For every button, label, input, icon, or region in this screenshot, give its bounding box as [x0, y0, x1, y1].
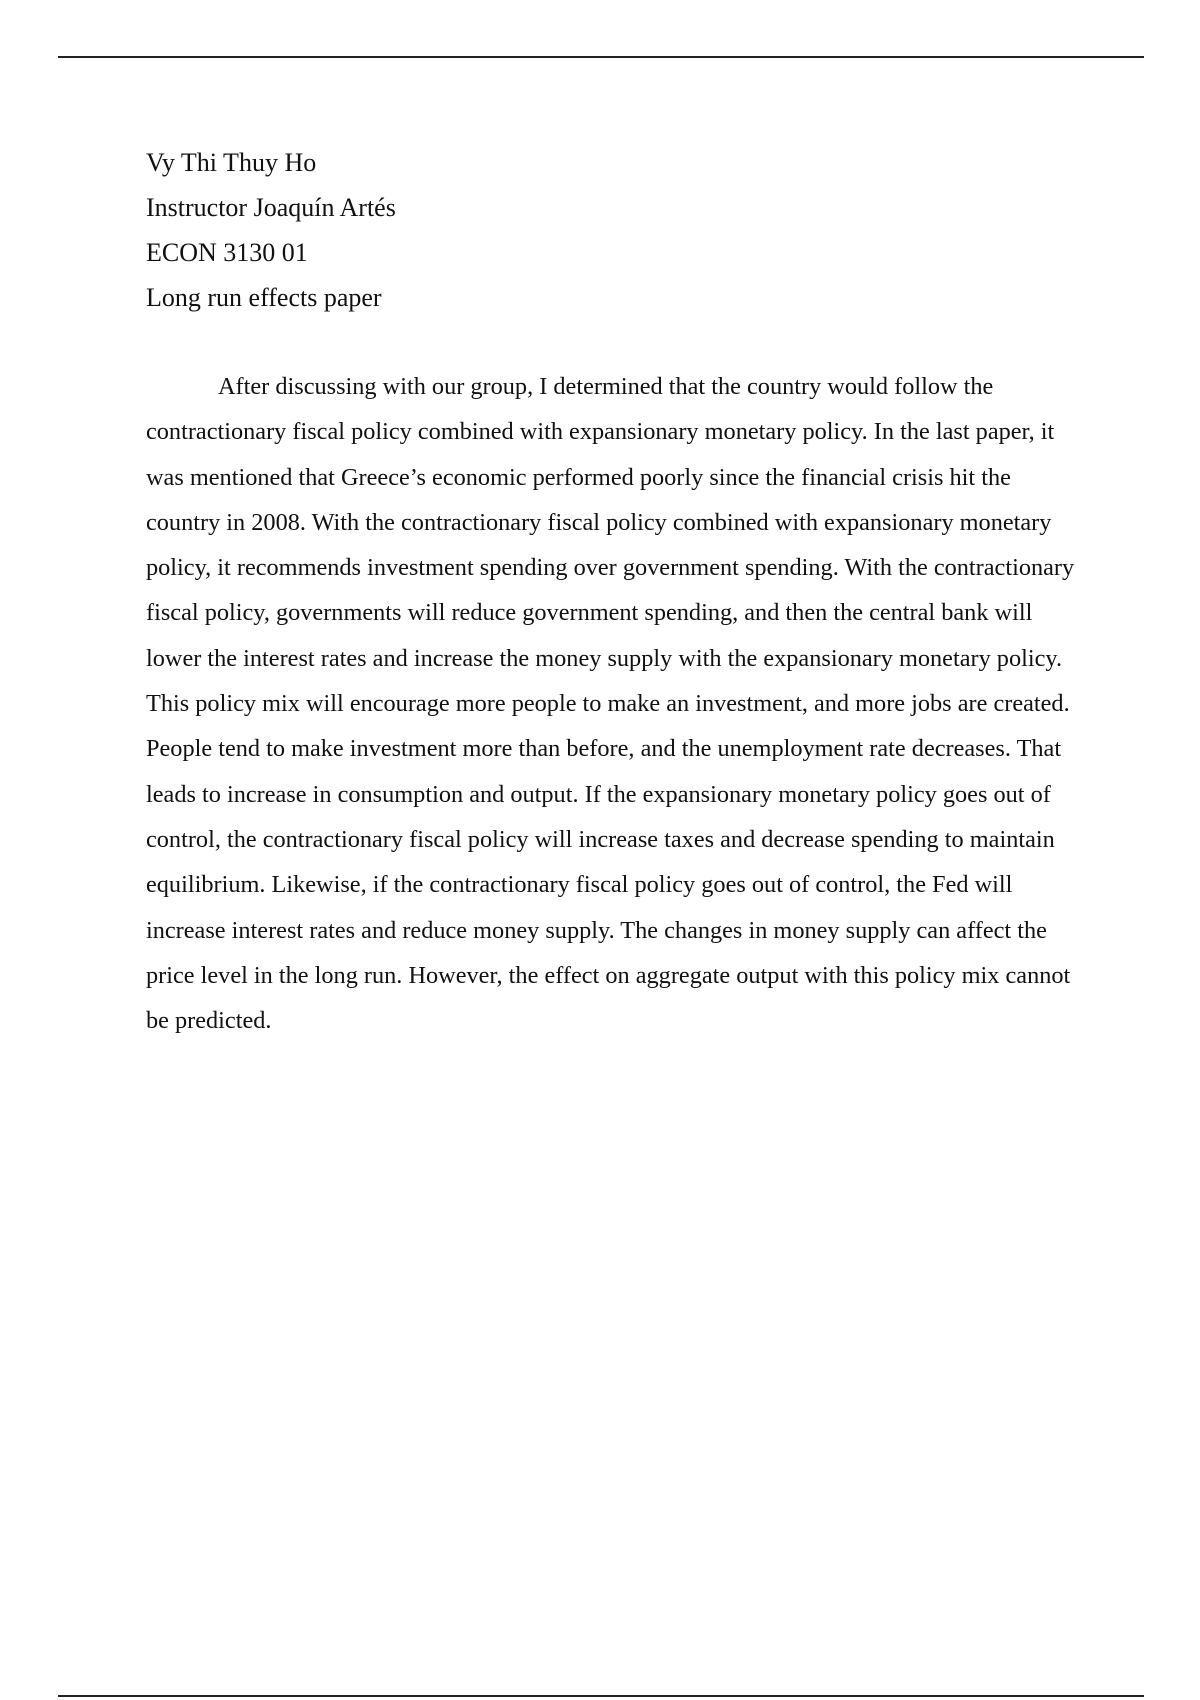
header-block — [146, 140, 1096, 320]
instructor-name: Instructor Joaquín Artés — [146, 193, 396, 222]
course-code: ECON 3130 01 — [146, 238, 308, 267]
bottom-rule — [58, 1695, 1144, 1697]
body-paragraph: After discussing with our group, I determined that the country would follow the contractionary fiscal policy combined with expansionary monetary policy. In the last paper, it was mentioned that Greece’s economic performed poorly since the financial crisis hit the country in 2008. With the contractionary fiscal policy combined with expansionary monetary policy, it recommends investment spending over government spending. With the contractionary fiscal policy, governments will reduce government spending, and then the central bank will lower the interest rates and increase the money supply with the expansionary monetary policy. This policy mix will encourage more people to make an investment, and more jobs are created. People tend to make investment more than before, and the unemployment rate decreases. That leads to increase in consumption and output. If the expansionary monetary policy goes out of control, the contractionary fiscal policy will increase taxes and decrease spending to maintain equilibrium. Likewise, if the contractionary fiscal policy goes out of control, the Fed will increase interest rates and reduce money supply. The changes in money supply can affect the price level in the long run. However, the effect on aggregate output with this policy mix cannot be predicted. — [146, 373, 1075, 1035]
author-name: Vy Thi Thuy Ho — [146, 148, 317, 177]
top-rule — [58, 56, 1144, 58]
paper-title: Long run effects paper — [146, 283, 382, 312]
